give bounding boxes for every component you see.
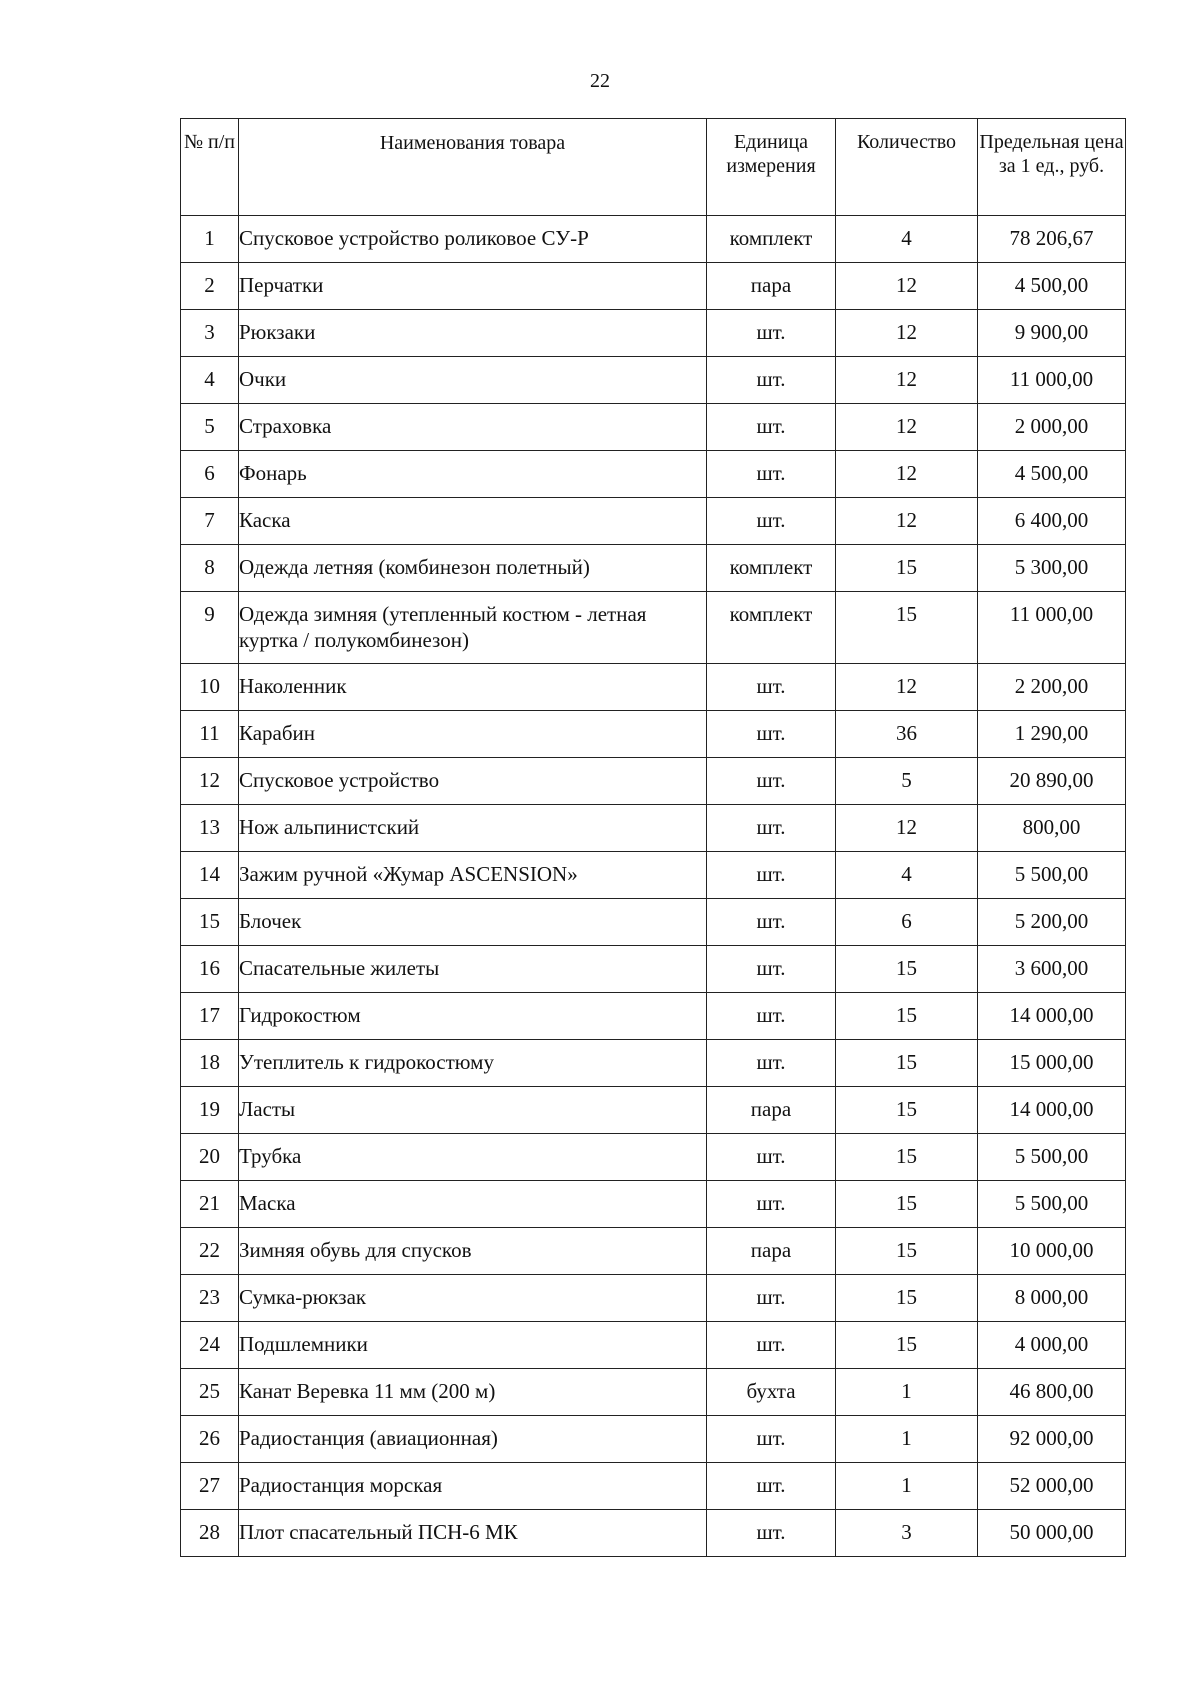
max-price: 52 000,00: [978, 1463, 1126, 1510]
unit-of-measure: шт.: [707, 498, 836, 545]
unit-of-measure: шт.: [707, 451, 836, 498]
max-price: 2 000,00: [978, 404, 1126, 451]
unit-of-measure: бухта: [707, 1369, 836, 1416]
row-number: 17: [181, 993, 239, 1040]
max-price: 800,00: [978, 805, 1126, 852]
max-price: 15 000,00: [978, 1040, 1126, 1087]
table-row: [181, 1322, 1126, 1369]
row-number: 4: [181, 357, 239, 404]
max-price: 1 290,00: [978, 711, 1126, 758]
item-name: Плот спасательный ПСН-6 МК: [239, 1510, 707, 1557]
quantity: 15: [836, 993, 978, 1040]
table-row: [181, 711, 1126, 758]
table-row: [181, 592, 1126, 664]
header-quantity: Количество: [836, 119, 978, 216]
quantity: 12: [836, 805, 978, 852]
max-price: 50 000,00: [978, 1510, 1126, 1557]
unit-of-measure: шт.: [707, 899, 836, 946]
table-row: [181, 1040, 1126, 1087]
item-name: Наколенник: [239, 664, 707, 711]
item-name: Рюкзаки: [239, 310, 707, 357]
table-row: [181, 1510, 1126, 1557]
quantity: 15: [836, 1040, 978, 1087]
max-price: 11 000,00: [978, 592, 1126, 664]
row-number: 18: [181, 1040, 239, 1087]
max-price: 8 000,00: [978, 1275, 1126, 1322]
row-number: 25: [181, 1369, 239, 1416]
unit-of-measure: шт.: [707, 1275, 836, 1322]
max-price: 11 000,00: [978, 357, 1126, 404]
max-price: 5 500,00: [978, 852, 1126, 899]
max-price: 10 000,00: [978, 1228, 1126, 1275]
max-price: 5 500,00: [978, 1134, 1126, 1181]
unit-of-measure: шт.: [707, 852, 836, 899]
quantity: 15: [836, 1134, 978, 1181]
row-number: 3: [181, 310, 239, 357]
max-price: 3 600,00: [978, 946, 1126, 993]
row-number: 13: [181, 805, 239, 852]
row-number: 15: [181, 899, 239, 946]
row-number: 20: [181, 1134, 239, 1181]
unit-of-measure: шт.: [707, 310, 836, 357]
unit-of-measure: шт.: [707, 1416, 836, 1463]
table-row: [181, 357, 1126, 404]
quantity: 36: [836, 711, 978, 758]
unit-of-measure: шт.: [707, 664, 836, 711]
item-name: Страховка: [239, 404, 707, 451]
quantity: 12: [836, 498, 978, 545]
row-number: 22: [181, 1228, 239, 1275]
row-number: 24: [181, 1322, 239, 1369]
item-name: Блочек: [239, 899, 707, 946]
row-number: 16: [181, 946, 239, 993]
item-name: Подшлемники: [239, 1322, 707, 1369]
unit-of-measure: комплект: [707, 216, 836, 263]
unit-of-measure: шт.: [707, 1181, 836, 1228]
quantity: 3: [836, 1510, 978, 1557]
max-price: 92 000,00: [978, 1416, 1126, 1463]
item-name: Каска: [239, 498, 707, 545]
unit-of-measure: шт.: [707, 993, 836, 1040]
quantity: 15: [836, 545, 978, 592]
quantity: 12: [836, 451, 978, 498]
item-name: Зимняя обувь для спусков: [239, 1228, 707, 1275]
item-name: Гидрокостюм: [239, 993, 707, 1040]
max-price: 4 500,00: [978, 451, 1126, 498]
unit-of-measure: шт.: [707, 758, 836, 805]
table-row: [181, 1275, 1126, 1322]
goods-price-table: [180, 118, 1126, 1557]
unit-of-measure: шт.: [707, 1134, 836, 1181]
table-row: [181, 498, 1126, 545]
max-price: 5 300,00: [978, 545, 1126, 592]
table-row: [181, 1228, 1126, 1275]
row-number: 19: [181, 1087, 239, 1134]
unit-of-measure: шт.: [707, 1463, 836, 1510]
table-row: [181, 993, 1126, 1040]
row-number: 23: [181, 1275, 239, 1322]
table-row: [181, 664, 1126, 711]
row-number: 12: [181, 758, 239, 805]
row-number: 27: [181, 1463, 239, 1510]
item-name: Сумка-рюкзак: [239, 1275, 707, 1322]
page-number: 22: [590, 70, 610, 92]
quantity: 12: [836, 310, 978, 357]
quantity: 1: [836, 1463, 978, 1510]
unit-of-measure: шт.: [707, 946, 836, 993]
header-max-price: Предельная цена за 1 ед., руб.: [978, 119, 1126, 216]
quantity: 12: [836, 263, 978, 310]
unit-of-measure: шт.: [707, 404, 836, 451]
table-body: [181, 216, 1126, 1557]
table-row: [181, 545, 1126, 592]
max-price: 46 800,00: [978, 1369, 1126, 1416]
item-name: Радиостанция (авиационная): [239, 1416, 707, 1463]
quantity: 1: [836, 1369, 978, 1416]
item-name: Спусковое устройство: [239, 758, 707, 805]
table-row: [181, 805, 1126, 852]
quantity: 12: [836, 357, 978, 404]
header-unit: Единица измерения: [707, 119, 836, 216]
unit-of-measure: комплект: [707, 545, 836, 592]
item-name: Карабин: [239, 711, 707, 758]
quantity: 5: [836, 758, 978, 805]
max-price: 4 500,00: [978, 263, 1126, 310]
table-row: [181, 852, 1126, 899]
table-row: [181, 404, 1126, 451]
item-name: Одежда летняя (комбинезон полетный): [239, 545, 707, 592]
quantity: 15: [836, 592, 978, 664]
item-name: Утеплитель к гидрокостюму: [239, 1040, 707, 1087]
item-name: Перчатки: [239, 263, 707, 310]
quantity: 4: [836, 852, 978, 899]
quantity: 12: [836, 404, 978, 451]
item-name: Трубка: [239, 1134, 707, 1181]
max-price: 2 200,00: [978, 664, 1126, 711]
table-row: [181, 216, 1126, 263]
unit-of-measure: пара: [707, 1228, 836, 1275]
item-name: Ласты: [239, 1087, 707, 1134]
quantity: 15: [836, 1181, 978, 1228]
max-price: 9 900,00: [978, 310, 1126, 357]
max-price: 5 500,00: [978, 1181, 1126, 1228]
unit-of-measure: шт.: [707, 1040, 836, 1087]
row-number: 8: [181, 545, 239, 592]
unit-of-measure: пара: [707, 263, 836, 310]
max-price: 5 200,00: [978, 899, 1126, 946]
table-row: [181, 899, 1126, 946]
table-row: [181, 946, 1126, 993]
unit-of-measure: шт.: [707, 357, 836, 404]
max-price: 78 206,67: [978, 216, 1126, 263]
row-number: 14: [181, 852, 239, 899]
max-price: 4 000,00: [978, 1322, 1126, 1369]
row-number: 2: [181, 263, 239, 310]
unit-of-measure: комплект: [707, 592, 836, 664]
table-row: [181, 758, 1126, 805]
quantity: 15: [836, 1322, 978, 1369]
row-number: 1: [181, 216, 239, 263]
row-number: 10: [181, 664, 239, 711]
table-row: [181, 1181, 1126, 1228]
item-name: Одежда зимняя (утепленный костюм - летная куртка / полукомбинезон): [239, 592, 707, 664]
row-number: 28: [181, 1510, 239, 1557]
item-name: Канат Веревка 11 мм (200 м): [239, 1369, 707, 1416]
header-number: № п/п: [181, 119, 239, 216]
max-price: 14 000,00: [978, 993, 1126, 1040]
item-name: Маска: [239, 1181, 707, 1228]
quantity: 15: [836, 1228, 978, 1275]
header-item-name: Наименования товара: [239, 119, 707, 216]
item-name: Очки: [239, 357, 707, 404]
table-row: [181, 451, 1126, 498]
item-name: Спасательные жилеты: [239, 946, 707, 993]
quantity: 15: [836, 946, 978, 993]
row-number: 11: [181, 711, 239, 758]
unit-of-measure: пара: [707, 1087, 836, 1134]
table-row: [181, 1463, 1126, 1510]
row-number: 5: [181, 404, 239, 451]
item-name: Фонарь: [239, 451, 707, 498]
row-number: 21: [181, 1181, 239, 1228]
unit-of-measure: шт.: [707, 1322, 836, 1369]
table-row: [181, 310, 1126, 357]
row-number: 26: [181, 1416, 239, 1463]
table-row: [181, 1369, 1126, 1416]
quantity: 4: [836, 216, 978, 263]
quantity: 15: [836, 1087, 978, 1134]
table-row: [181, 1134, 1126, 1181]
item-name: Нож альпинистский: [239, 805, 707, 852]
row-number: 7: [181, 498, 239, 545]
max-price: 14 000,00: [978, 1087, 1126, 1134]
unit-of-measure: шт.: [707, 1510, 836, 1557]
unit-of-measure: шт.: [707, 711, 836, 758]
row-number: 6: [181, 451, 239, 498]
item-name: Радиостанция морская: [239, 1463, 707, 1510]
quantity: 15: [836, 1275, 978, 1322]
table-row: [181, 263, 1126, 310]
unit-of-measure: шт.: [707, 805, 836, 852]
item-name: Зажим ручной «Жумар ASCENSION»: [239, 852, 707, 899]
table-row: [181, 1416, 1126, 1463]
quantity: 6: [836, 899, 978, 946]
max-price: 20 890,00: [978, 758, 1126, 805]
quantity: 12: [836, 664, 978, 711]
row-number: 9: [181, 592, 239, 664]
table-row: [181, 1087, 1126, 1134]
table-header: [181, 119, 1126, 216]
item-name: Спусковое устройство роликовое СУ-Р: [239, 216, 707, 263]
quantity: 1: [836, 1416, 978, 1463]
max-price: 6 400,00: [978, 498, 1126, 545]
